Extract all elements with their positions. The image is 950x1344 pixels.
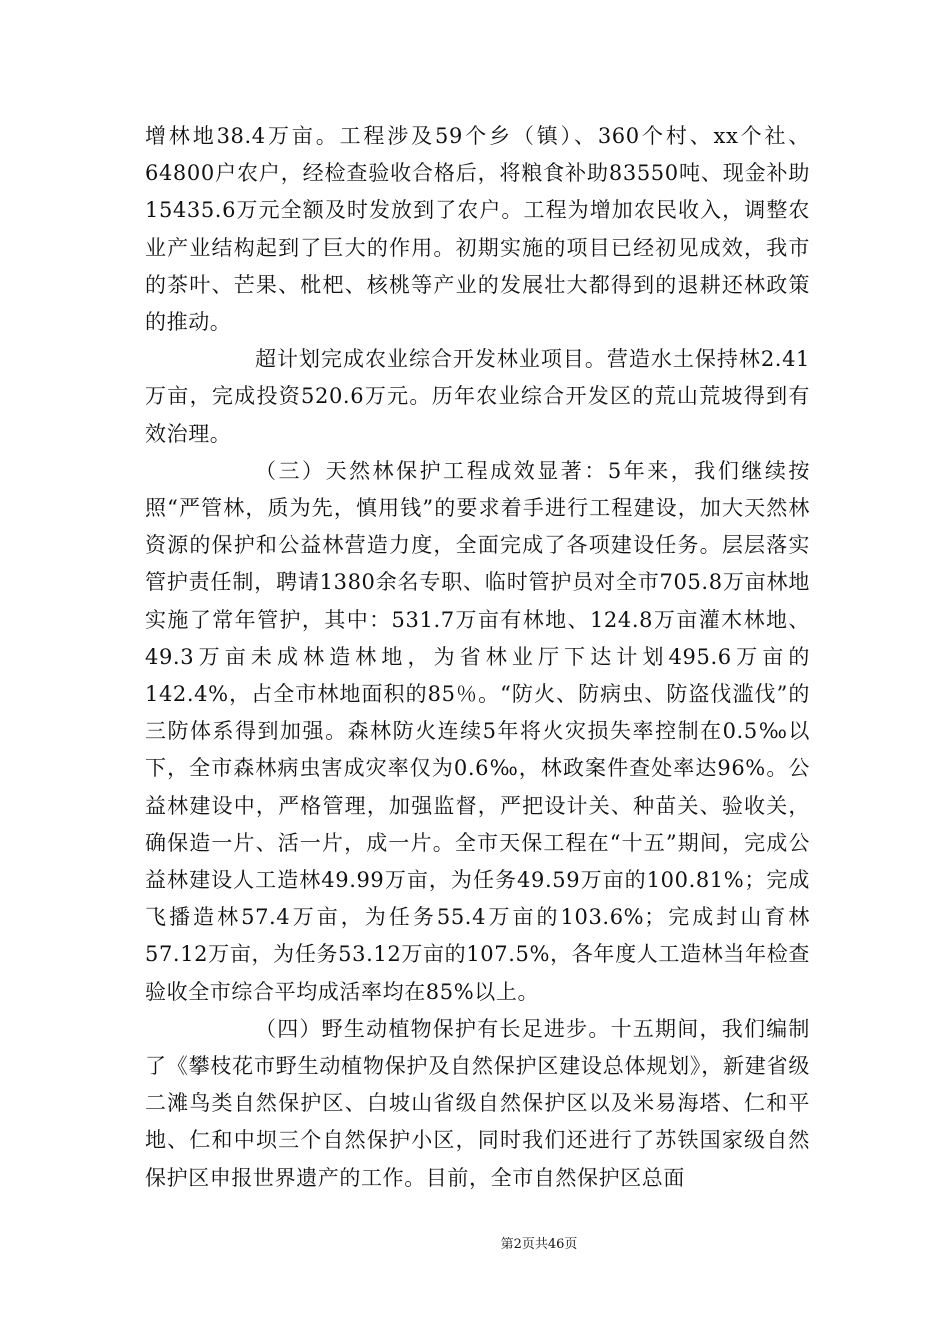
paragraph-3: （三）天然林保护工程成效显著：5年来，我们继续按照“严管林，质为先，慎用钱”的要求着手进行工程建设，加大天然林资源的保护和公益林营造力度，全面完成了各项建设任务。层层落实管护责任制，聘请1380余名专职、临时管护员对全市705.8万亩林地实施了常年管护，其中：531.7万亩有林地、124.8万亩灌木林地、49.3万亩未成林造林地，为省林业厅下达计划495.6万亩的142.4%，占全市林地面积的85％。“防火、防病虫、防盗伐滥伐”的三防体系得到加强。森林防火连续5年将火灾损失率控制在0.5‰以下，全市森林病虫害成灾率仅为0.6‰，林政案件查处率达96%。公益林建设中，严格管理，加强监督，严把设计关、种苗关、验收关，确保造一片、活一片，成一片。全市天保工程在“十五”期间，完成公益林建设人工造林49.99万亩，为任务49.59万亩的100.81%；完成飞播造林57.4万亩，为任务55.4万亩的103.6%；完成封山育林57.12万亩，为任务53.12万亩的107.5%，各年度人工造林当年检查验收全市综合平均成活率均在85%以上。	[145, 458, 810, 1004]
paragraph-1: 增林地38.4万亩。工程涉及59个乡（镇）、360个村、xx个社、64800户农户，经检查验收合格后，将粮食补助83550吨、现金补助15435.6万元全额及时发放到了农户。工程为增加农民收入，调整农业产业结构起到了巨大的作用。初期实施的项目已经初见成效，我市的茶叶、芒果、枇杷、核桃等产业的发展壮大都得到的退耕还林政策的推动。	[145, 124, 810, 335]
paragraph-2: 超计划完成农业综合开发林业项目。营造水土保持林2.41万亩，完成投资520.6万元。历年农业综合开发区的荒山荒坡得到有效治理。	[145, 347, 810, 446]
paragraph-4: （四）野生动植物保护有长足进步。十五期间，我们编制了《攀枝花市野生动植物保护及自然保护区建设总体规划》，新建省级二滩鸟类自然保护区、白坡山省级自然保护区以及米易海塔、仁和平地、仁和中坝三个自然保护小区，同时我们还进行了苏铁国家级自然保护区申报世界遗产的工作。目前，全市自然保护区总面	[145, 1016, 810, 1190]
page-footer	[0, 1233, 950, 1252]
document-body	[145, 118, 810, 1197]
page-number: 第2页共46页	[500, 1237, 578, 1252]
